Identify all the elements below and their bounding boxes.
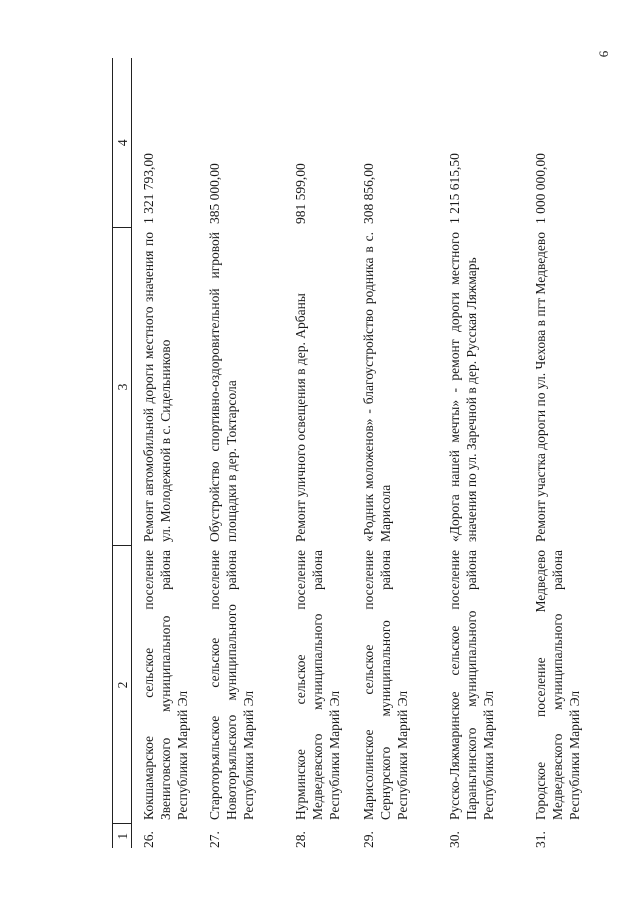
project-description: Ремонт уличного освещения в дер. Арбаны: [293, 293, 308, 542]
table-row: [438, 58, 524, 848]
header-col-2: 2: [113, 546, 132, 824]
row-number: 28.: [293, 831, 308, 848]
table-row: [284, 58, 352, 848]
table-row: [352, 58, 438, 848]
settlement-name: Городское поселение Медведево Медведевского муниципального района Республики Марий Эл: [533, 550, 582, 820]
settlement-name: Староторъяльское сельское поселение Новоторъяльского муниципального района Республики Марий Эл: [207, 550, 256, 820]
row-number: 29.: [361, 831, 376, 848]
settlement-name: Нурминское сельское поселение Медведевского муниципального района Республики Марий Эл: [293, 550, 342, 820]
project-description: Ремонт участка дороги по ул. Чехова в пгт Медведево: [533, 232, 548, 542]
amount: 1 000 000,00: [533, 153, 548, 224]
header-col-1: 1: [113, 824, 132, 848]
rotated-table-container: [112, 58, 580, 848]
settlement-name: Кокшамарское сельское поселение Звениговского муниципального района Республики Марий Эл: [141, 550, 190, 820]
amount: 981 599,00: [293, 163, 308, 224]
project-description: Обустройство спортивно-оздоровительной игровой площадки в дер. Токтарсола: [207, 232, 239, 542]
settlement-name: Русско-Ляжмаринское сельское поселение Параньгинского муниципального района Республики Марий Эл: [447, 550, 496, 820]
table-header-row: [113, 58, 132, 848]
amount: 308 856,00: [361, 163, 376, 224]
row-number: 26.: [141, 831, 156, 848]
row-number: 30.: [447, 831, 462, 848]
amount: 1 215 615,50: [447, 153, 462, 224]
project-description: Ремонт автомобильной дороги местного значения по ул. Молодежной в с. Сидельниково: [141, 232, 173, 542]
project-description: «Родник моложенов» - благоустройство родника в с. Марисола: [361, 232, 393, 542]
page-number: 6: [596, 50, 611, 58]
table-row: [132, 58, 199, 848]
header-col-3: 3: [113, 228, 132, 546]
amount: 385 000,00: [207, 163, 222, 224]
table-row: [198, 58, 284, 848]
settlement-name: Марисолинское сельское поселение Сернурского муниципального района Республики Марий Эл: [361, 550, 410, 820]
header-col-4: 4: [113, 58, 132, 228]
table-row: [524, 58, 590, 848]
row-number: 27.: [207, 831, 222, 848]
funding-table: [112, 58, 590, 848]
row-number: 31.: [533, 831, 548, 848]
amount: 1 321 793,00: [141, 153, 156, 224]
project-description: «Дорога нашей мечты» - ремонт дороги местного значения по ул. Заречной в дер. Русская Ляжмарь: [447, 232, 479, 542]
